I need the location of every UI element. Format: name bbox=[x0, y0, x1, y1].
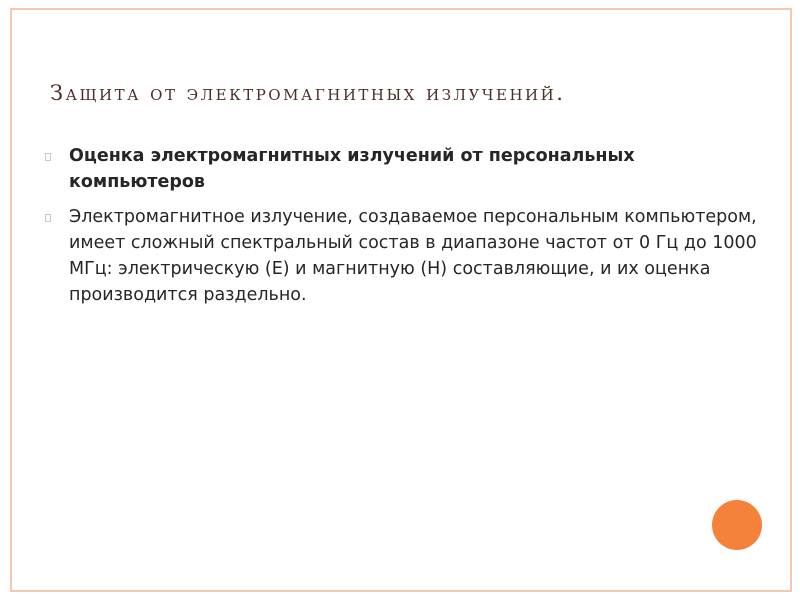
hollow-square-bullet-icon bbox=[45, 214, 51, 222]
hollow-square-bullet-icon bbox=[45, 153, 51, 161]
bullet-text: Оценка электромагнитных излучений от персональных компьютеров bbox=[69, 146, 635, 192]
bullet-text: Электромагнитное излучение, создаваемое персональным компьютером, имеет сложный спектральный состав в диапазоне частот от 0 Гц до 1000 МГц: электрическую (Е) и магнитную (Н) составляющие, и их оценка производится раздельно. bbox=[69, 207, 757, 305]
bullet-item-description bbox=[45, 205, 760, 308]
slide-title: Защита от электромагнитных излучений. bbox=[50, 81, 566, 105]
bullet-list bbox=[45, 144, 760, 318]
bullet-item-heading bbox=[45, 144, 760, 195]
orange-circle-decoration-icon bbox=[712, 500, 762, 550]
